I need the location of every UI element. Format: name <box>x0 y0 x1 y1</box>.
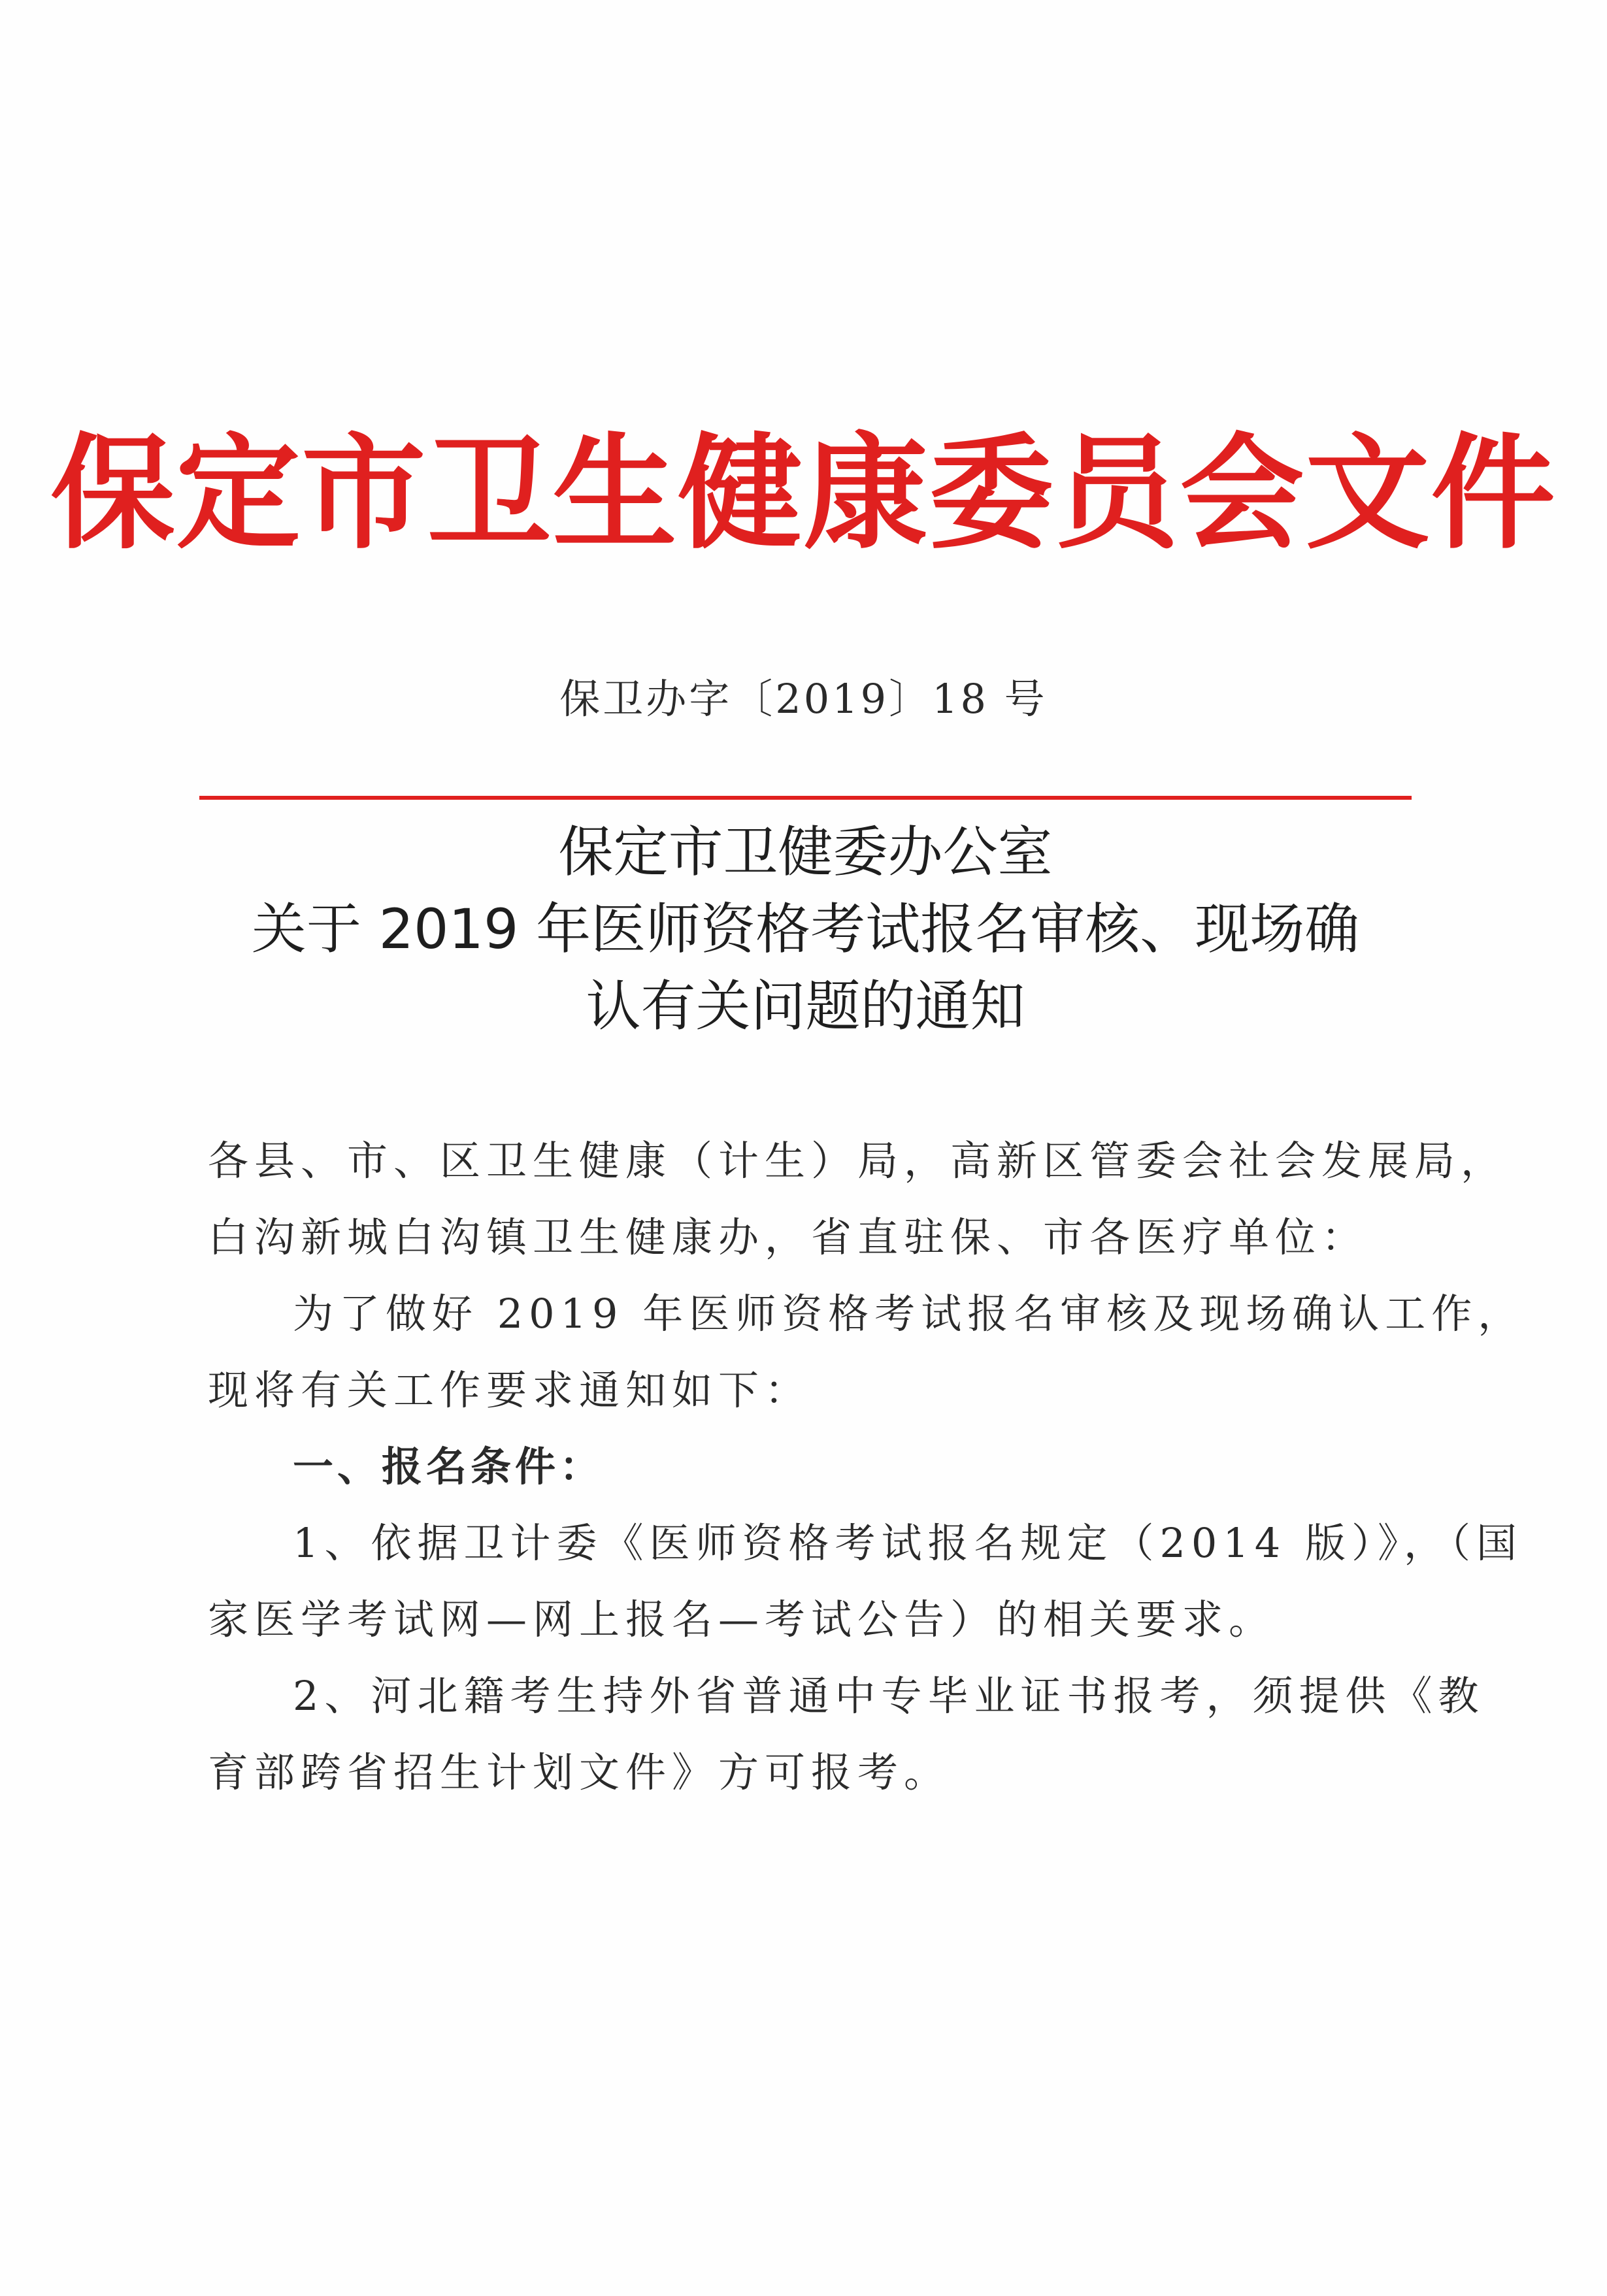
notice-title <box>199 813 1412 1045</box>
item-1-line-1: 1、依据卫计委《医师资格考试报名规定（2014 版）》，（国 <box>293 1519 1523 1567</box>
intro-line-2: 现将有关工作要求通知如下： <box>208 1366 812 1414</box>
document-number: 保卫办字〔2019〕18 号 <box>559 675 1048 723</box>
document-header-title: 保定市卫生健康委员会文件 <box>50 420 1557 566</box>
notice-title-line-1: 保定市卫健委办公室 <box>558 820 1053 884</box>
item-2-line-1: 2、河北籍考生持外省普通中专毕业证书报考，须提供《教 <box>293 1672 1485 1720</box>
addressee-line-1: 各县、市、区卫生健康（计生）局，高新区管委会社会发展局， <box>208 1137 1508 1185</box>
intro-line-1: 为了做好 2019 年医师资格考试报名审核及现场确认工作， <box>293 1290 1525 1337</box>
item-1-line-2: 家医学考试网—网上报名—考试公告）的相关要求。 <box>208 1596 1276 1643</box>
notice-title-line-3: 认有关问题的通知 <box>586 974 1025 1038</box>
addressee-line-2: 白沟新城白沟镇卫生健康办，省直驻保、市各医疗单位： <box>208 1213 1368 1261</box>
item-2-line-2: 育部跨省招生计划文件》方可报考。 <box>208 1748 951 1796</box>
section-heading-registration-conditions: 一、报名条件： <box>293 1443 605 1490</box>
notice-title-line-2: 关于 2019 年医师资格考试报名审核、现场确 <box>251 897 1360 961</box>
notice-body <box>208 1123 1525 1811</box>
red-divider-rule <box>199 796 1412 800</box>
